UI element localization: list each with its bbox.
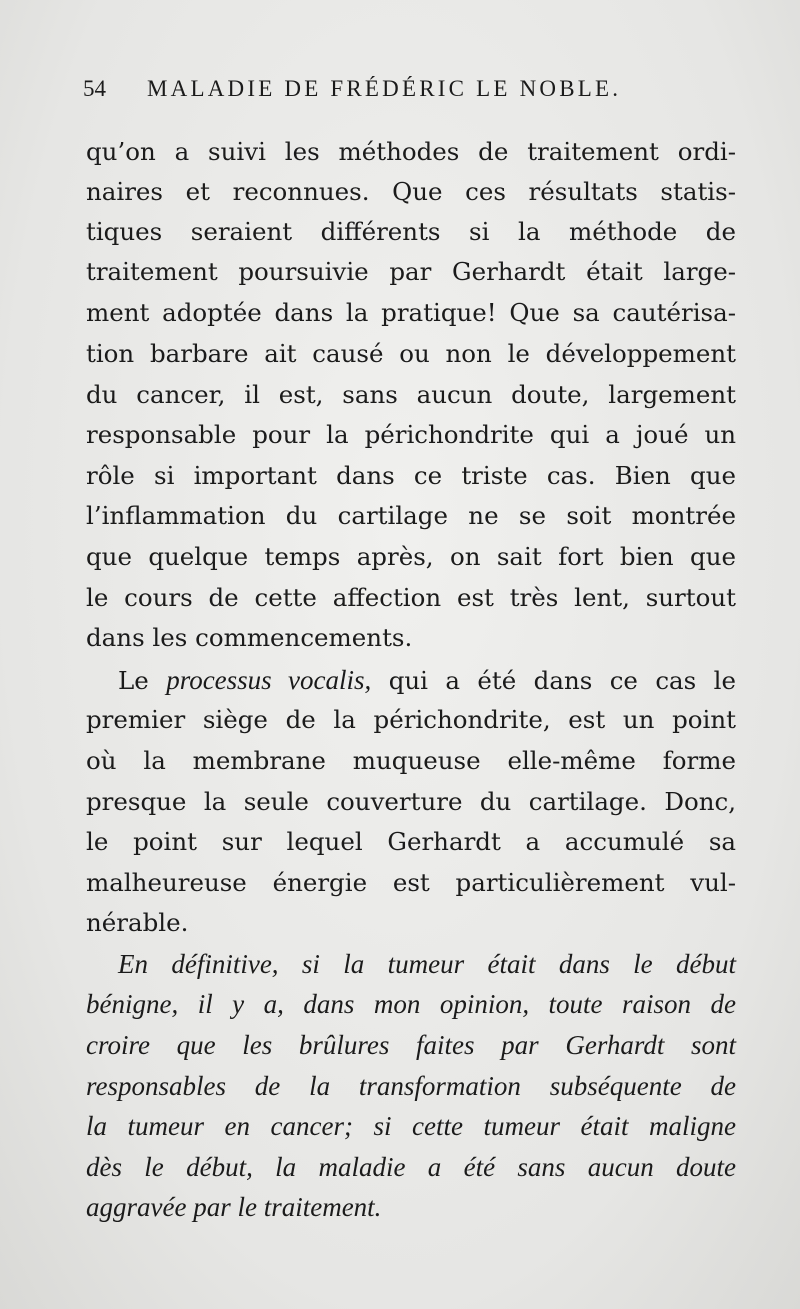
italic-term: processus vocalis, xyxy=(166,665,372,695)
text-line: responsables de la transformation subséquente de xyxy=(86,1071,736,1101)
text-line: ment adoptée dans la pratique! Que sa cautérisa- xyxy=(86,298,736,327)
text-line: l’inflammation du cartilage ne se soit montrée xyxy=(86,501,736,530)
text-line: le point sur lequel Gerhardt a accumulé sa xyxy=(86,827,736,856)
text-line: aggravée par le traitement. xyxy=(86,1192,382,1222)
running-title: MALADIE DE FRÉDÉRIC LE NOBLE. xyxy=(147,76,622,101)
text-line: bénigne, il y a, dans mon opinion, toute raison de xyxy=(86,989,736,1019)
text-run: Le xyxy=(118,666,149,695)
text-line: dès le début, la maladie a été sans aucun doute xyxy=(86,1152,736,1182)
text-line: la tumeur en cancer; si cette tumeur était maligne xyxy=(86,1111,736,1141)
text-line: croire que les brûlures faites par Gerhardt sont xyxy=(86,1030,736,1060)
text-line: tion barbare ait causé ou non le développement xyxy=(86,339,736,368)
text-line: où la membrane muqueuse elle-même forme xyxy=(86,746,736,775)
text-line: responsable pour la périchondrite qui a joué un xyxy=(86,420,736,449)
text-line: traitement poursuivie par Gerhardt était large- xyxy=(86,257,736,286)
text-run: qui a été dans ce cas le xyxy=(388,666,736,695)
text-line: que quelque temps après, on sait fort bien que xyxy=(86,542,736,571)
text-line: naires et reconnues. Que ces résultats statis- xyxy=(86,177,736,206)
text-line xyxy=(118,665,736,696)
text-line: qu’on a suivi les méthodes de traitement ordi- xyxy=(86,137,736,166)
text-line: rôle si important dans ce triste cas. Bien que xyxy=(86,461,736,490)
text-line: tiques seraient différents si la méthode de xyxy=(86,217,736,246)
text-line: du cancer, il est, sans aucun doute, largement xyxy=(86,380,736,409)
text-line: le cours de cette affection est très lent, surtout xyxy=(86,583,736,612)
text-line: malheureuse énergie est particulièrement vul- xyxy=(86,868,736,897)
text-line: presque la seule couverture du cartilage. Donc, xyxy=(86,787,736,816)
text-line: dans les commencements. xyxy=(86,623,413,652)
text-line: nérable. xyxy=(86,908,189,937)
text-line: En définitive, si la tumeur était dans le début xyxy=(118,949,736,979)
page-number: 54 xyxy=(83,76,106,101)
text-line: premier siège de la périchondrite, est un point xyxy=(86,705,736,734)
running-header xyxy=(83,76,723,102)
